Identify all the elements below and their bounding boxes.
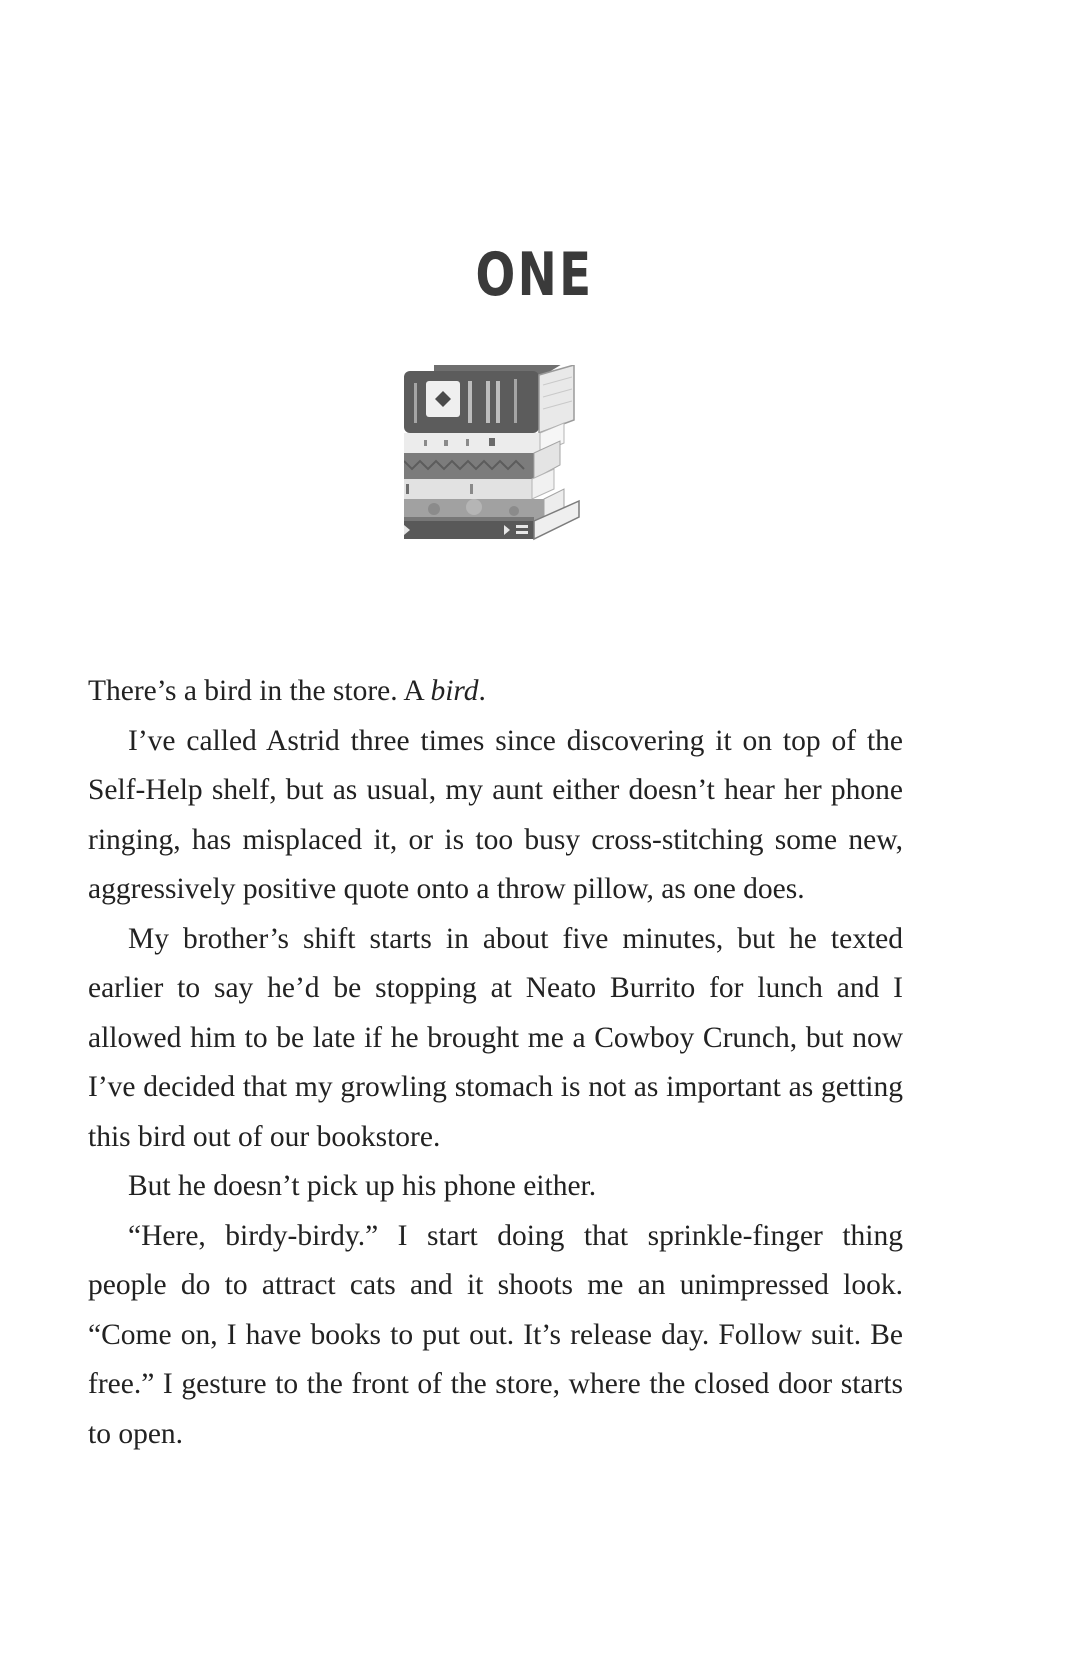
emphasis-bird: bird xyxy=(430,675,479,707)
stack-of-books-illustration xyxy=(404,365,604,545)
paragraph-2: I’ve called Astrid three times since discovering it on top of the Self-Help shelf, but as usual, my aunt either doesn’t hear her phone ringing, has misplaced it, or is too busy cross-stitching some new, aggressively positive quote onto a throw pillow, as one does. xyxy=(88,724,903,905)
chapter-body xyxy=(88,667,903,1459)
top-book xyxy=(404,365,574,433)
paragraph-1: There’s a bird in the store. A bird. xyxy=(88,675,486,707)
paragraph-4: But he doesn’t pick up his phone either. xyxy=(128,1170,597,1202)
paragraph-5: “Here, birdy-birdy.” I start doing that sprinkle-finger thing people do to attract cats and it shoots me an unimpressed look. “Come on, I have books to put out. It’s release day. Follow suit. Be free.” I gesture to the front of the store, where the closed door starts to open. xyxy=(88,1219,903,1450)
paragraph-3: My brother’s shift starts in about five minutes, but he texted earlier to say he’d be stopping at Neato Burrito for lunch and I allowed him to be late if he brought me a Cowboy Crunch, but now I’ve decided that my growling stomach is not as important as getting this bird out of our bookstore. xyxy=(88,922,903,1153)
chapter-title: ONE xyxy=(475,240,594,310)
